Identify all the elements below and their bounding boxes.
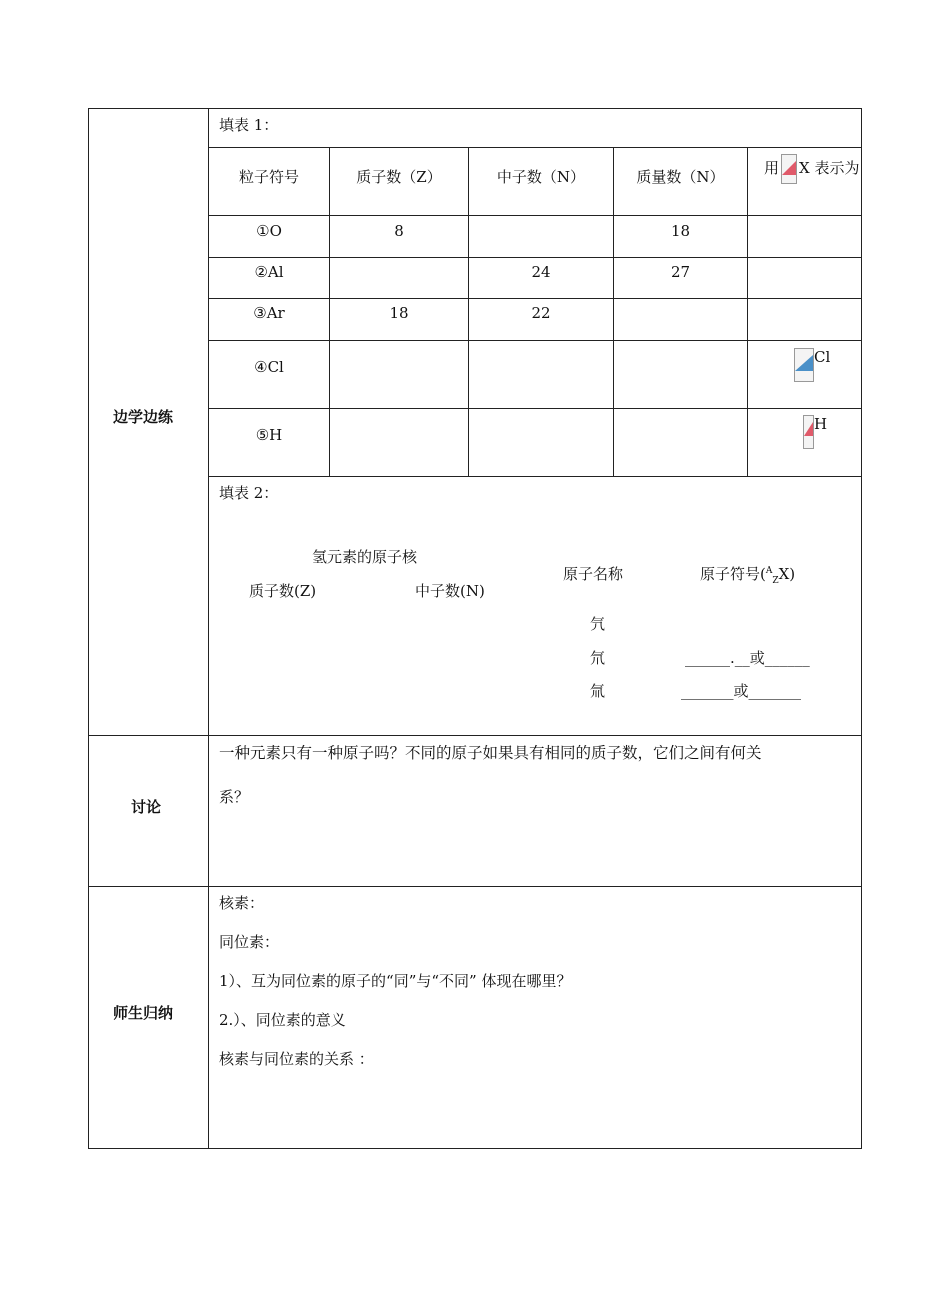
table1-header-notation xyxy=(764,154,859,184)
section-label-summary: 师生归纳 xyxy=(113,1004,174,1022)
table1-header-neutrons: 中子数（N） xyxy=(496,168,586,186)
table1-title: 填表 1： xyxy=(219,116,279,134)
symbol-header-sup: A xyxy=(765,566,773,576)
table1-vline xyxy=(613,147,614,477)
isotope-name: 氕 xyxy=(590,615,606,633)
table1-hline xyxy=(208,298,862,299)
isotope-name: 氚 xyxy=(590,682,606,700)
summary-question-2: 2.）、同位素的意义 xyxy=(219,1011,346,1029)
table1-hline xyxy=(208,215,862,216)
table2-title: 填表 2： xyxy=(219,484,279,502)
table1-cell: 24 xyxy=(531,263,551,281)
section-label-practice: 边学边练 xyxy=(113,408,174,426)
table1-notation-h xyxy=(803,415,827,449)
table1-cell: 18 xyxy=(389,304,409,322)
table1-vline xyxy=(747,147,748,477)
outer-left-border xyxy=(88,108,89,1149)
table1-notation-cl xyxy=(794,348,830,382)
table1-cell: 8 xyxy=(394,222,404,240)
isotope-name: 氘 xyxy=(590,649,606,667)
table1-hline xyxy=(208,147,862,148)
section-divider-2 xyxy=(88,886,862,887)
table1-hline xyxy=(208,340,862,341)
notation-element: H xyxy=(814,415,828,433)
table1-header-symbol: 粒子符号 xyxy=(238,168,299,186)
outer-top-border xyxy=(88,108,862,109)
section-divider-1 xyxy=(88,735,862,736)
nucleus-header: 氢元素的原子核 xyxy=(312,548,418,566)
symbol-header xyxy=(700,563,795,586)
notation-element: Cl xyxy=(814,348,831,366)
table1-header-mass: 质量数（N） xyxy=(636,168,725,186)
table1-hline xyxy=(208,476,862,477)
isotope-notation-image-icon xyxy=(781,154,797,184)
symbol-header-text: 原子符号( xyxy=(700,565,766,583)
summary-question-1: 1）、互为同位素的原子的“同”与“不同” 体现在哪里？ xyxy=(219,972,572,990)
symbol-blank: ______.__或______ xyxy=(685,649,810,667)
notation-suffix: X 表示为 xyxy=(799,159,860,177)
table1-header-protons: 质子数（Z） xyxy=(356,168,442,186)
table1-cell: 22 xyxy=(531,304,551,322)
table1-cell: 27 xyxy=(670,263,691,281)
section-label-discussion: 讨论 xyxy=(131,798,162,816)
outer-right-border xyxy=(861,108,862,1149)
name-header: 原子名称 xyxy=(563,565,624,583)
table1-cell: ①O xyxy=(256,222,282,240)
isotope-notation-image-icon xyxy=(794,348,814,382)
symbol-header-sub: Z xyxy=(772,576,779,586)
table1-cell: ④Cl xyxy=(254,358,284,376)
summary-relation: 核素与同位素的关系 ： xyxy=(219,1050,374,1068)
summary-nuclide: 核素： xyxy=(219,894,265,912)
discussion-line-2: 系？ xyxy=(219,788,250,806)
notation-prefix: 用 xyxy=(764,159,780,177)
table1-hline xyxy=(208,408,862,409)
discussion-line-1: 一种元素只有一种原子吗？不同的原子如果具有相同的质子数，它们之间有何关 xyxy=(219,744,762,762)
table1-cell: 18 xyxy=(670,222,691,240)
symbol-blank: _______或_______ xyxy=(681,682,802,700)
symbol-header-end: X) xyxy=(778,565,796,583)
summary-isotope: 同位素： xyxy=(219,933,280,951)
table1-hline xyxy=(208,257,862,258)
table1-cell: ③Ar xyxy=(253,304,285,322)
isotope-notation-image-icon xyxy=(803,415,814,449)
table1-cell: ⑤H xyxy=(255,426,283,444)
outer-bottom-border xyxy=(88,1148,862,1149)
table1-cell: ②Al xyxy=(254,263,284,281)
neutron-label: 中子数(N) xyxy=(415,582,485,600)
proton-label: 质子数(Z) xyxy=(249,582,317,600)
